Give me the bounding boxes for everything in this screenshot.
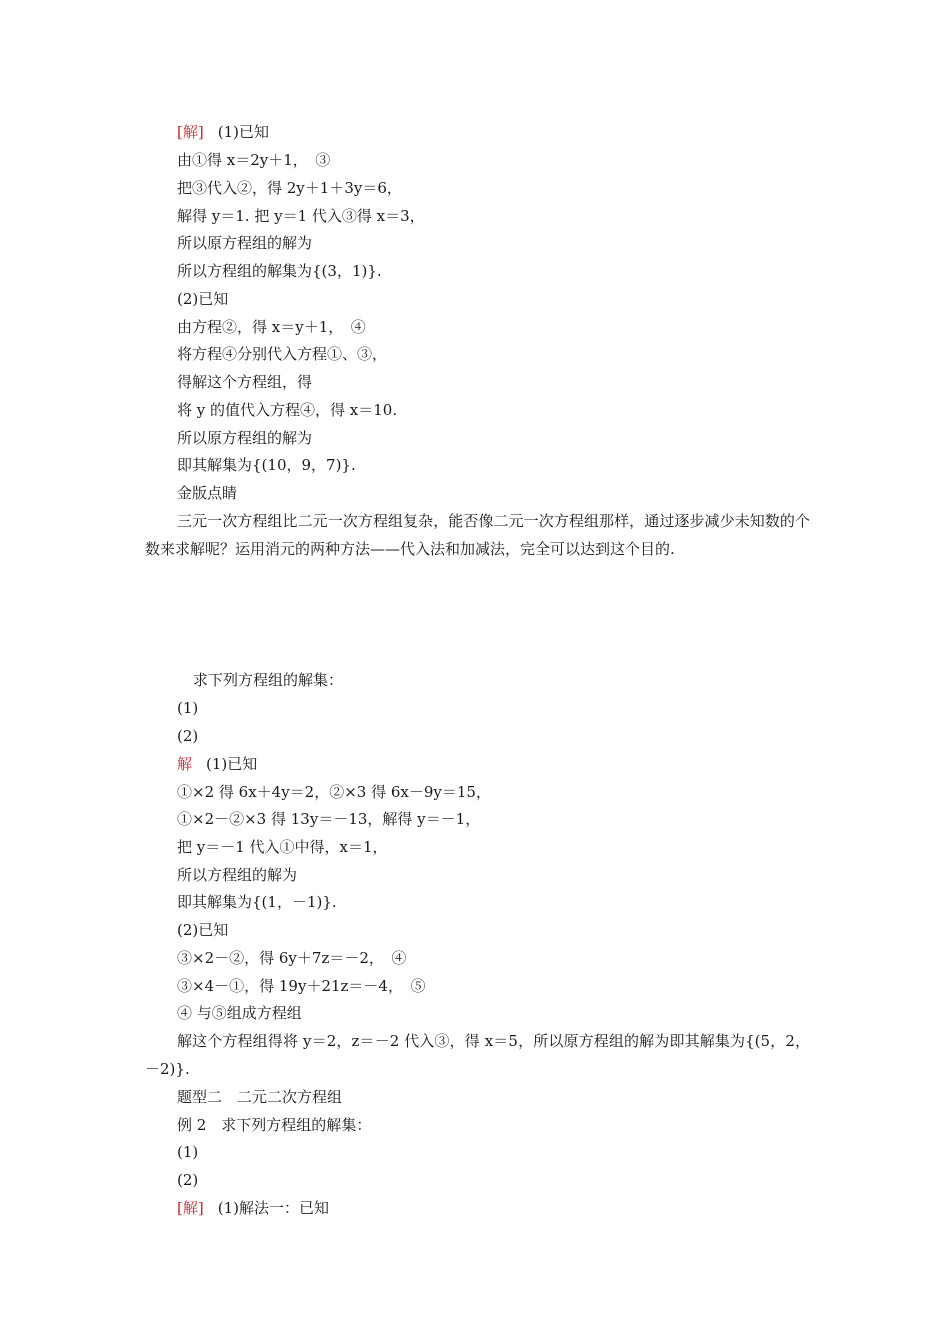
text-line: 即其解集为{(1，－1)}. [177, 893, 337, 911]
text-line: 解得 y＝1. 把 y＝1 代入③得 x＝3， [177, 207, 425, 225]
text-line: 由方程②，得 x＝y＋1， ④ [177, 318, 366, 336]
solution-label: [解] [177, 123, 204, 141]
text-line: 所以方程组的解为 [177, 866, 298, 884]
text-line: 所以原方程组的解为 [177, 234, 313, 252]
text-line: 把③代入②，得 2y＋1＋3y＝6， [177, 179, 402, 197]
text-line: 将 y 的值代入方程④，得 x＝10. [177, 401, 398, 419]
text-line: (2) [177, 727, 199, 745]
example-title: 例 2 求下列方程组的解集： [177, 1116, 372, 1134]
text-line: ③×4－①，得 19y＋21z＝－4， ⑤ [177, 977, 426, 995]
solution-3-header [177, 1198, 329, 1218]
text-line: 把 y＝－1 代入①中得，x＝1， [177, 838, 388, 856]
text-line: 即其解集为{(10，9，7)}. [177, 456, 356, 474]
solution-1-header [177, 122, 269, 142]
section-heading: 金版点睛 [177, 484, 238, 502]
section-title: 题型二 二元二次方程组 [177, 1088, 343, 1106]
text-line: ①×2 得 6x＋4y＝2，②×3 得 6x－9y＝15， [177, 783, 491, 801]
solution-label: [解] [177, 1199, 204, 1217]
text-line: (1) [177, 699, 199, 717]
text-line: (2) [177, 1171, 199, 1189]
text-line: 得解这个方程组，得 [177, 373, 313, 391]
text-line: ④ 与⑤组成方程组 [177, 1004, 302, 1022]
text-line: (2)已知 [177, 290, 229, 308]
text-line: 由①得 x＝2y＋1， ③ [177, 151, 331, 169]
text-line: 所以方程组的解集为{(3，1)}. [177, 262, 382, 280]
text-line: (1)解法一：已知 [217, 1199, 329, 1217]
text-line: (2)已知 [177, 921, 229, 939]
text-line: (1)已知 [206, 755, 258, 773]
text-line: (1) [177, 1143, 199, 1161]
text-line: 所以原方程组的解为 [177, 429, 313, 447]
exercise-intro: 求下列方程组的解集： [193, 671, 344, 689]
commentary-paragraph: 三元一次方程组比二元一次方程组复杂，能否像二元一次方程组那样，通过逐步减少未知数的个数来求解呢？运用消元的两种方法——代入法和加减法，完全可以达到这个目的. [145, 512, 810, 558]
text-line: 将方程④分别代入方程①、③， [177, 345, 388, 363]
solution-label: 解 [177, 755, 193, 773]
text-line: ③×2－②，得 6y＋7z＝－2， ④ [177, 949, 407, 967]
text-line: ①×2－②×3 得 13y＝－13，解得 y＝－1， [177, 810, 481, 828]
text-line: (1)已知 [217, 123, 269, 141]
solution-paragraph: 解这个方程组得将 y＝2，z＝－2 代入③，得 x＝5，所以原方程组的解为即其解集为{(5，2，－2)}. [145, 1032, 810, 1078]
solution-2-header [177, 754, 257, 774]
